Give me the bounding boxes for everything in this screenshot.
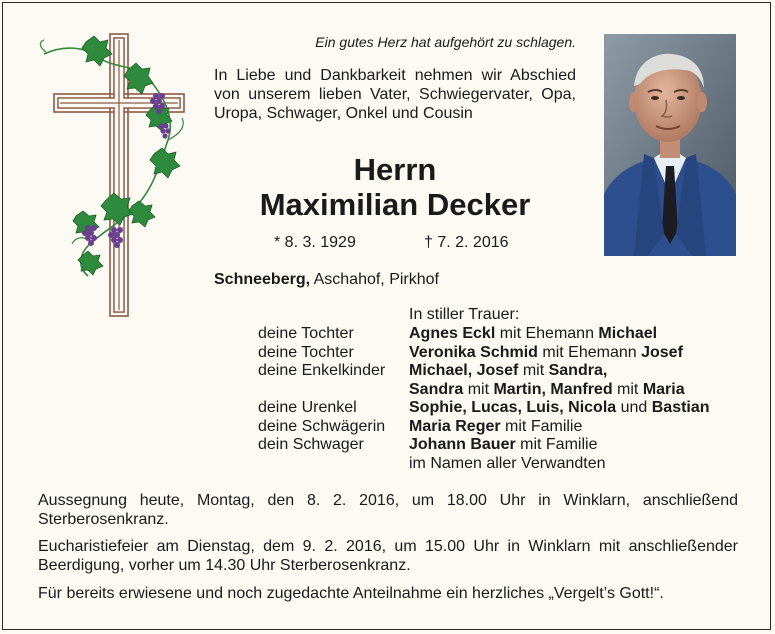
mourner-connector: mit xyxy=(518,362,549,379)
mourner-connector: und xyxy=(616,399,652,416)
mourner-row xyxy=(258,436,710,455)
mourner-name: Bastian xyxy=(651,399,710,416)
portrait-image xyxy=(604,34,736,256)
portrait-photo xyxy=(604,34,736,256)
mourner-names xyxy=(409,399,710,418)
mourner-row xyxy=(258,344,710,363)
salutation: Herrn xyxy=(353,152,437,187)
mourner-name: Maria xyxy=(642,380,685,398)
place-line xyxy=(214,271,439,289)
mourner-name: Agnes Eckl xyxy=(409,325,496,342)
birth-date: * 8. 3. 1929 xyxy=(274,234,356,251)
mourner-relation xyxy=(258,381,409,400)
mourner-connector: im Namen aller Verwandten xyxy=(409,454,606,472)
mourner-name: Michael, Josef xyxy=(409,362,519,379)
mourner-name: Sophie, Lucas, Luis, Nicola xyxy=(409,399,617,416)
death-date: † 7. 2. 2016 xyxy=(424,234,509,251)
mourner-row xyxy=(258,455,710,474)
mourner-name: Martin, Manfred xyxy=(493,380,613,398)
mourner-name: Johann Bauer xyxy=(409,436,516,453)
mourner-names xyxy=(409,418,582,437)
mourners-list xyxy=(258,325,710,473)
mourner-names xyxy=(409,344,683,363)
place-others: Aschahof, Pirkhof xyxy=(310,271,439,288)
mourner-name: Sandra xyxy=(409,380,464,398)
mourner-name: Veronika Schmid xyxy=(409,343,538,361)
mourner-connector: mit Ehemann xyxy=(495,325,599,342)
service-paragraph-1: Aussegnung heute, Montag, den 8. 2. 2016, um 18.00 Uhr in Winklarn, anschließend Sterberosenkranz. xyxy=(38,492,738,528)
mourner-names xyxy=(409,325,657,344)
intro-text: In Liebe und Dankbarkeit nehmen wir Abschied von unserem lieben Vater, Schwiegervater, Opa, Uropa, Schwager, Onkel und Cousin xyxy=(214,67,576,122)
mourner-connector: mit xyxy=(612,380,643,398)
mourner-name: Josef xyxy=(641,343,683,361)
mourner-relation: deine Urenkel xyxy=(258,399,357,416)
service-paragraph-2: Eucharistiefeier am Dienstag, dem 9. 2. 2016, um 15.00 Uhr in Winklarn mit anschließender Beerdigung, vorher um 14.30 Uhr Sterberosenkranz. xyxy=(38,538,738,574)
cross-with-vine-icon xyxy=(36,30,196,322)
mourner-names xyxy=(409,436,597,455)
mourner-relation xyxy=(258,455,409,474)
mourner-names xyxy=(409,455,606,474)
deceased-name: Maximilian Decker xyxy=(259,187,531,222)
mourner-names xyxy=(409,362,607,381)
mourner-connector: mit Ehemann xyxy=(537,343,642,361)
mourner-row xyxy=(258,362,710,381)
mourner-name: Sandra, xyxy=(548,362,608,379)
mourning-heading: In stiller Trauer: xyxy=(409,306,520,323)
mourner-connector: mit xyxy=(463,380,494,398)
mourner-relation: deine Enkelkinder xyxy=(258,362,386,379)
mourner-connector: mit Familie xyxy=(500,417,583,435)
mourner-relation: deine Tochter xyxy=(258,325,354,342)
mourner-name: Michael xyxy=(598,325,658,342)
deceased-name-block xyxy=(214,152,576,222)
mourner-row xyxy=(258,381,710,400)
thanks-paragraph: Für bereits erwiesene und noch zugedachte Anteilnahme ein herzliches „Vergelt’s Gott!“. xyxy=(38,585,664,602)
mourner-relation: deine Schwägerin xyxy=(258,417,386,435)
mourner-relation: dein Schwager xyxy=(258,436,364,453)
mourner-name: Maria Reger xyxy=(409,417,501,435)
mourner-relation: deine Tochter xyxy=(258,343,354,361)
mourner-connector: mit Familie xyxy=(515,436,598,453)
mourner-names xyxy=(409,381,685,400)
motto: Ein gutes Herz hat aufgehört zu schlagen. xyxy=(315,34,576,50)
mourner-row xyxy=(258,418,710,437)
place-main: Schneeberg, xyxy=(214,271,311,288)
mourner-row xyxy=(258,325,710,344)
mourner-row xyxy=(258,399,710,418)
